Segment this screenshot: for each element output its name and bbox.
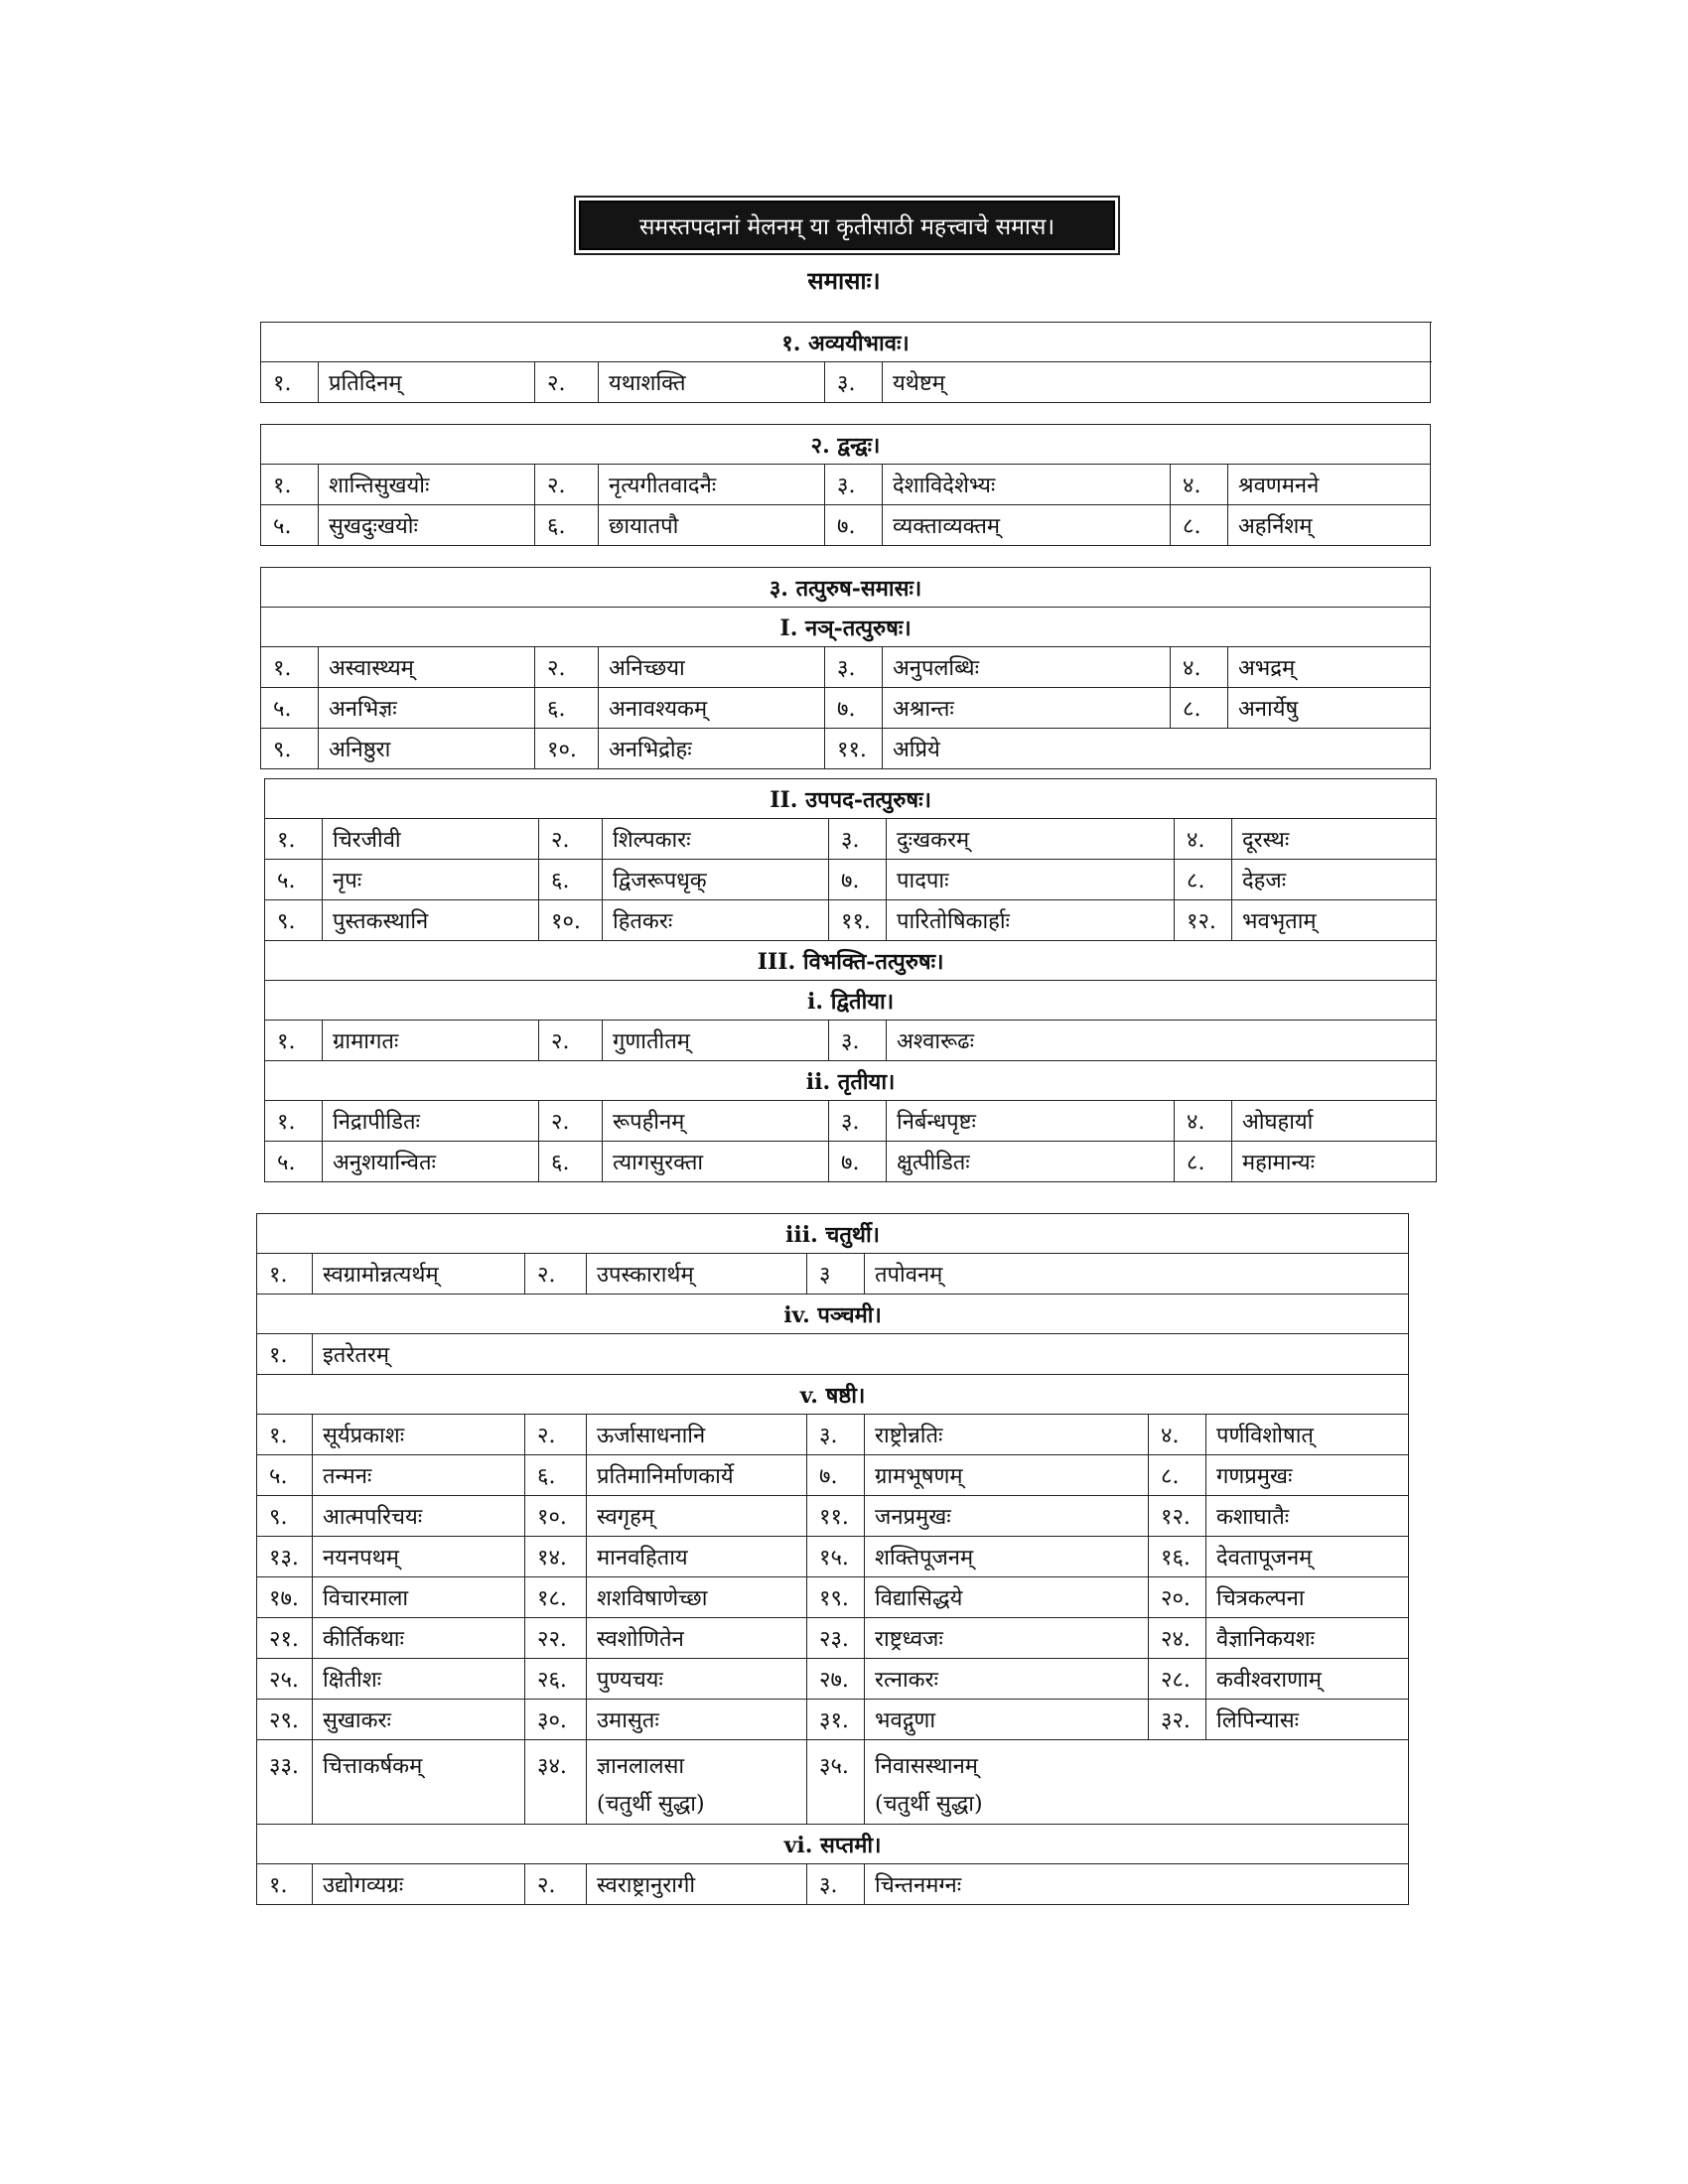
shashthi-word: विद्यासिद्धये bbox=[865, 1577, 1149, 1618]
dvandva-word: शान्तिसुखयोः bbox=[319, 465, 535, 505]
shashthi-word: कीर्तिकथाः bbox=[313, 1618, 525, 1659]
shashthi-number: २५. bbox=[257, 1659, 313, 1700]
dvandva-number: ४. bbox=[1171, 465, 1228, 505]
shashthi-word: राष्ट्रोन्नतिः bbox=[865, 1415, 1149, 1455]
table-row bbox=[265, 900, 1437, 941]
avyayibhava-table bbox=[260, 322, 1431, 403]
dvitiya-word: अश्वारूढः bbox=[887, 1021, 1437, 1061]
panchami-title: iv. पञ्चमी। bbox=[257, 1295, 1409, 1334]
nanj-number: २. bbox=[535, 647, 599, 688]
saptami-word: चिन्तनमग्नः bbox=[865, 1864, 1409, 1905]
chaturthi-word: स्वग्रामोन्नत्यर्थम् bbox=[313, 1254, 525, 1295]
tatpurusha-section bbox=[260, 567, 1430, 769]
shashthi-word: गणप्रमुखः bbox=[1206, 1455, 1409, 1496]
upapada-word: दूरस्थः bbox=[1232, 819, 1437, 860]
avyayibhava-word: यथेष्टम् bbox=[883, 362, 1431, 403]
shashthi-word: तन्मनः bbox=[313, 1455, 525, 1496]
page-heading: समासाः। bbox=[807, 266, 881, 295]
upapada-word: दुःखकरम् bbox=[887, 819, 1175, 860]
shashthi-number: १०. bbox=[525, 1496, 587, 1537]
nanj-word: अश्रान्तः bbox=[883, 688, 1171, 729]
table-row bbox=[261, 362, 1431, 403]
shashthi-number: १. bbox=[257, 1415, 313, 1455]
shashthi-number: २२. bbox=[525, 1618, 587, 1659]
upapada-number: ११. bbox=[829, 900, 887, 941]
shashthi-word bbox=[313, 1740, 525, 1825]
shashthi-word: कवीश्वराणाम् bbox=[1206, 1659, 1409, 1700]
nanj-number: ११. bbox=[825, 729, 883, 769]
dvandva-table bbox=[260, 424, 1431, 546]
shashthi-word: स्वगृहम् bbox=[587, 1496, 807, 1537]
dvitiya-title: i. द्वितीया। bbox=[265, 981, 1437, 1021]
table-row bbox=[261, 729, 1431, 769]
dvandva-number: ८. bbox=[1171, 505, 1228, 546]
nanj-word: अस्वास्थ्यम् bbox=[319, 647, 535, 688]
saptami-number: ३. bbox=[807, 1864, 865, 1905]
chaturthi-saptami-section bbox=[256, 1213, 1408, 1905]
avyayibhava-number: ३. bbox=[825, 362, 883, 403]
shashthi-word: ऊर्जासाधनानि bbox=[587, 1415, 807, 1455]
dvandva-number: १. bbox=[261, 465, 319, 505]
shashthi-word: देवतापूजनम् bbox=[1206, 1537, 1409, 1577]
upapada-number: ७. bbox=[829, 860, 887, 900]
dvandva-word: अहर्निशम् bbox=[1228, 505, 1431, 546]
table-row bbox=[261, 688, 1431, 729]
table-row bbox=[261, 505, 1431, 546]
avyayibhava-title: १. अव्ययीभावः। bbox=[261, 323, 1431, 362]
avyayibhava-word: यथाशक्ति bbox=[599, 362, 825, 403]
nanj-number: ८. bbox=[1171, 688, 1228, 729]
tritiya-word: निर्बन्धपृष्टः bbox=[887, 1101, 1175, 1142]
upapada-vibhakti-table bbox=[264, 778, 1437, 1182]
dvandva-section bbox=[260, 424, 1430, 546]
nanj-number: ४. bbox=[1171, 647, 1228, 688]
shashthi-word: लिपिन्यासः bbox=[1206, 1700, 1409, 1740]
shashthi-word: स्वशोणितेन bbox=[587, 1618, 807, 1659]
dvandva-title: २. द्वन्द्वः। bbox=[261, 425, 1431, 465]
shashthi-word: आत्मपरिचयः bbox=[313, 1496, 525, 1537]
dvitiya-word: ग्रामागतः bbox=[323, 1021, 539, 1061]
shashthi-number: १७. bbox=[257, 1577, 313, 1618]
shashthi-word: पुण्यचयः bbox=[587, 1659, 807, 1700]
shashthi-word: शशविषाणेच्छा bbox=[587, 1577, 807, 1618]
shashthi-word-main: ज्ञानलालसा bbox=[597, 1754, 685, 1779]
tritiya-word: रूपहीनम् bbox=[603, 1101, 829, 1142]
shashthi-number: १२. bbox=[1149, 1496, 1206, 1537]
upapada-number: १०. bbox=[539, 900, 603, 941]
upapada-number: ९. bbox=[265, 900, 323, 941]
table-row bbox=[265, 819, 1437, 860]
shashthi-number: ६. bbox=[525, 1455, 587, 1496]
dvandva-word: छायातपौ bbox=[599, 505, 825, 546]
shashthi-word: पर्णविशोषात् bbox=[1206, 1415, 1409, 1455]
dvandva-word: व्यक्ताव्यक्तम् bbox=[883, 505, 1171, 546]
shashthi-word: क्षितीशः bbox=[313, 1659, 525, 1700]
shashthi-number: २०. bbox=[1149, 1577, 1206, 1618]
table-row bbox=[257, 1334, 1409, 1375]
nanj-word: अनिष्ठुरा bbox=[319, 729, 535, 769]
chaturthi-number: ३ bbox=[807, 1254, 865, 1295]
tritiya-word: क्षुत्पीडितः bbox=[887, 1142, 1175, 1182]
shashthi-number: ५. bbox=[257, 1455, 313, 1496]
upapada-number: २. bbox=[539, 819, 603, 860]
shashthi-word-main: चित्ताकर्षकम् bbox=[323, 1754, 423, 1779]
shashthi-word: ग्रामभूषणम् bbox=[865, 1455, 1149, 1496]
shashthi-number: ७. bbox=[807, 1455, 865, 1496]
saptami-number: २. bbox=[525, 1864, 587, 1905]
tritiya-number: ७. bbox=[829, 1142, 887, 1182]
upapada-word: नृपः bbox=[323, 860, 539, 900]
tritiya-number: १. bbox=[265, 1101, 323, 1142]
nanj-number: ३. bbox=[825, 647, 883, 688]
saptami-title: vi. सप्तमी। bbox=[257, 1825, 1409, 1864]
shashthi-word: विचारमाला bbox=[313, 1577, 525, 1618]
shashthi-number: २३. bbox=[807, 1618, 865, 1659]
avyayibhava-section bbox=[260, 322, 1430, 403]
table-row bbox=[257, 1740, 1409, 1825]
shashthi-word: रत्नाकरः bbox=[865, 1659, 1149, 1700]
shashthi-word: कशाघातैः bbox=[1206, 1496, 1409, 1537]
upapada-word: हितकरः bbox=[603, 900, 829, 941]
upapada-word: पादपाः bbox=[887, 860, 1175, 900]
table-row bbox=[257, 1455, 1409, 1496]
table-row bbox=[257, 1537, 1409, 1577]
tritiya-number: २. bbox=[539, 1101, 603, 1142]
shashthi-word: राष्ट्रध्वजः bbox=[865, 1618, 1149, 1659]
nanj-title: ३. तत्पुरुष-समासः। bbox=[261, 568, 1431, 608]
shashthi-title: v. षष्ठी। bbox=[257, 1375, 1409, 1415]
upapada-number: ३. bbox=[829, 819, 887, 860]
dvandva-word: देशाविदेशेभ्यः bbox=[883, 465, 1171, 505]
nanj-number: ६. bbox=[535, 688, 599, 729]
chaturthi-number: १. bbox=[257, 1254, 313, 1295]
upapada-number: ६. bbox=[539, 860, 603, 900]
upapada-number: ४. bbox=[1175, 819, 1232, 860]
table-row bbox=[257, 1700, 1409, 1740]
table-row bbox=[257, 1254, 1409, 1295]
shashthi-word: भवद्गुणा bbox=[865, 1700, 1149, 1740]
tritiya-word: निद्रापीडितः bbox=[323, 1101, 539, 1142]
shashthi-number: २. bbox=[525, 1415, 587, 1455]
upapada-word: द्विजरूपधृक् bbox=[603, 860, 829, 900]
dvandva-word: श्रवणमनने bbox=[1228, 465, 1431, 505]
upapada-number: ८. bbox=[1175, 860, 1232, 900]
nanj-word: अनावश्यकम् bbox=[599, 688, 825, 729]
shashthi-word: सूर्यप्रकाशः bbox=[313, 1415, 525, 1455]
table-row bbox=[265, 1101, 1437, 1142]
shashthi-number: २६. bbox=[525, 1659, 587, 1700]
table-row bbox=[257, 1618, 1409, 1659]
shashthi-number: ३. bbox=[807, 1415, 865, 1455]
dvandva-word: सुखदुःखयोः bbox=[319, 505, 535, 546]
dvandva-number: ३. bbox=[825, 465, 883, 505]
shashthi-word: मानवहिताय bbox=[587, 1537, 807, 1577]
shashthi-word: वैज्ञानिकयशः bbox=[1206, 1618, 1409, 1659]
nanj-number: १. bbox=[261, 647, 319, 688]
upapada-number: १. bbox=[265, 819, 323, 860]
shashthi-number: ३३. bbox=[257, 1740, 313, 1825]
tritiya-number: ३. bbox=[829, 1101, 887, 1142]
table-row bbox=[261, 647, 1431, 688]
vibhakti-title: III. विभक्ति-तत्पुरुषः। bbox=[265, 941, 1437, 981]
dvandva-number: ७. bbox=[825, 505, 883, 546]
tritiya-word: महामान्यः bbox=[1232, 1142, 1437, 1182]
upapada-number: १२. bbox=[1175, 900, 1232, 941]
shashthi-word: सुखाकरः bbox=[313, 1700, 525, 1740]
table-row bbox=[257, 1659, 1409, 1700]
upapada-title: II. उपपद-तत्पुरुषः। bbox=[265, 779, 1437, 819]
shashthi-number: २४. bbox=[1149, 1618, 1206, 1659]
table-row bbox=[265, 1021, 1437, 1061]
tritiya-word: ओघहार्या bbox=[1232, 1101, 1437, 1142]
dvitiya-word: गुणातीतम् bbox=[603, 1021, 829, 1061]
dvandva-number: ६. bbox=[535, 505, 599, 546]
chaturthi-title: iii. चतुर्थी। bbox=[257, 1214, 1409, 1254]
tritiya-number: ६. bbox=[539, 1142, 603, 1182]
shashthi-word: चित्रकल्पना bbox=[1206, 1577, 1409, 1618]
shashthi-number: २१. bbox=[257, 1618, 313, 1659]
shashthi-word: प्रतिमानिर्माणकार्ये bbox=[587, 1455, 807, 1496]
upapada-vibhakti-section bbox=[264, 778, 1436, 1182]
shashthi-number: १३. bbox=[257, 1537, 313, 1577]
dvitiya-number: १. bbox=[265, 1021, 323, 1061]
shashthi-number: ८. bbox=[1149, 1455, 1206, 1496]
nanj-word: अप्रिये bbox=[883, 729, 1431, 769]
table-row bbox=[257, 1496, 1409, 1537]
shashthi-number: २९. bbox=[257, 1700, 313, 1740]
tritiya-number: ८. bbox=[1175, 1142, 1232, 1182]
shashthi-word bbox=[865, 1740, 1409, 1825]
nanj-number: १०. bbox=[535, 729, 599, 769]
dvandva-number: ५. bbox=[261, 505, 319, 546]
shashthi-number: १६. bbox=[1149, 1537, 1206, 1577]
upapada-word: भवभृताम् bbox=[1232, 900, 1437, 941]
avyayibhava-word: प्रतिदिनम् bbox=[319, 362, 535, 403]
panchami-number: १. bbox=[257, 1334, 313, 1375]
shashthi-word bbox=[587, 1740, 807, 1825]
dvandva-word: नृत्यगीतवादनैः bbox=[599, 465, 825, 505]
tritiya-word: त्यागसुरक्ता bbox=[603, 1142, 829, 1182]
shashthi-number: २७. bbox=[807, 1659, 865, 1700]
saptami-number: १. bbox=[257, 1864, 313, 1905]
table-row bbox=[257, 1415, 1409, 1455]
shashthi-number: १९. bbox=[807, 1577, 865, 1618]
tritiya-title: ii. तृतीया। bbox=[265, 1061, 1437, 1101]
banner-title: समस्तपदानां मेलनम् या कृतीसाठी महत्त्वाचे समास। bbox=[579, 201, 1115, 250]
dvandva-number: २. bbox=[535, 465, 599, 505]
dvitiya-number: २. bbox=[539, 1021, 603, 1061]
shashthi-number: १८. bbox=[525, 1577, 587, 1618]
shashthi-word-main: निवासस्थानम् bbox=[875, 1754, 978, 1779]
table-row bbox=[257, 1577, 1409, 1618]
shashthi-word-note: (चतुर्थी सुद्धा) bbox=[875, 1792, 983, 1817]
nanj-word: अनार्येषु bbox=[1228, 688, 1431, 729]
shashthi-word: उमासुतः bbox=[587, 1700, 807, 1740]
table-row bbox=[265, 860, 1437, 900]
panchami-word: इतरेतरम् bbox=[313, 1334, 1409, 1375]
tritiya-word: अनुशयान्वितः bbox=[323, 1142, 539, 1182]
nanj-word: अनभिद्रोहः bbox=[599, 729, 825, 769]
nanj-word: अभद्रम् bbox=[1228, 647, 1431, 688]
shashthi-number: ९. bbox=[257, 1496, 313, 1537]
nanj-word: अनिच्छया bbox=[599, 647, 825, 688]
saptami-word: उद्योगव्यग्रः bbox=[313, 1864, 525, 1905]
shashthi-number: ११. bbox=[807, 1496, 865, 1537]
chaturthi-number: २. bbox=[525, 1254, 587, 1295]
upapada-word: चिरजीवी bbox=[323, 819, 539, 860]
upapada-word: पारितोषिकार्हाः bbox=[887, 900, 1175, 941]
nanj-word: अनभिज्ञः bbox=[319, 688, 535, 729]
shashthi-number: ३५. bbox=[807, 1740, 865, 1825]
shashthi-number: १४. bbox=[525, 1537, 587, 1577]
saptami-word: स्वराष्ट्रानुरागी bbox=[587, 1864, 807, 1905]
table-row bbox=[265, 1142, 1437, 1182]
nanj-number: ७. bbox=[825, 688, 883, 729]
nanj-word: अनुपलब्धिः bbox=[883, 647, 1171, 688]
nanj-number: ५. bbox=[261, 688, 319, 729]
upapada-number: ५. bbox=[265, 860, 323, 900]
shashthi-number: ३०. bbox=[525, 1700, 587, 1740]
table-row bbox=[261, 465, 1431, 505]
avyayibhava-number: १. bbox=[261, 362, 319, 403]
nanj-subtitle: I. नञ्-तत्पुरुषः। bbox=[261, 608, 1431, 647]
chaturthi-word: उपस्कारार्थम् bbox=[587, 1254, 807, 1295]
shashthi-word: नयनपथम् bbox=[313, 1537, 525, 1577]
shashthi-word: शक्तिपूजनम् bbox=[865, 1537, 1149, 1577]
upapada-word: देहजः bbox=[1232, 860, 1437, 900]
chaturthi-word: तपोवनम् bbox=[865, 1254, 1409, 1295]
chaturthi-saptami-table bbox=[256, 1213, 1409, 1905]
tritiya-number: ४. bbox=[1175, 1101, 1232, 1142]
shashthi-word-note: (चतुर्थी सुद्धा) bbox=[597, 1792, 705, 1817]
dvitiya-number: ३. bbox=[829, 1021, 887, 1061]
nanj-tatpurusha-table bbox=[260, 567, 1431, 769]
upapada-word: पुस्तकस्थानि bbox=[323, 900, 539, 941]
tritiya-number: ५. bbox=[265, 1142, 323, 1182]
shashthi-number: ३४. bbox=[525, 1740, 587, 1825]
upapada-word: शिल्पकारः bbox=[603, 819, 829, 860]
shashthi-number: ४. bbox=[1149, 1415, 1206, 1455]
shashthi-number: २८. bbox=[1149, 1659, 1206, 1700]
shashthi-word: जनप्रमुखः bbox=[865, 1496, 1149, 1537]
table-row bbox=[257, 1864, 1409, 1905]
shashthi-number: ३१. bbox=[807, 1700, 865, 1740]
nanj-number: ९. bbox=[261, 729, 319, 769]
avyayibhava-number: २. bbox=[535, 362, 599, 403]
shashthi-number: ३२. bbox=[1149, 1700, 1206, 1740]
shashthi-number: १५. bbox=[807, 1537, 865, 1577]
